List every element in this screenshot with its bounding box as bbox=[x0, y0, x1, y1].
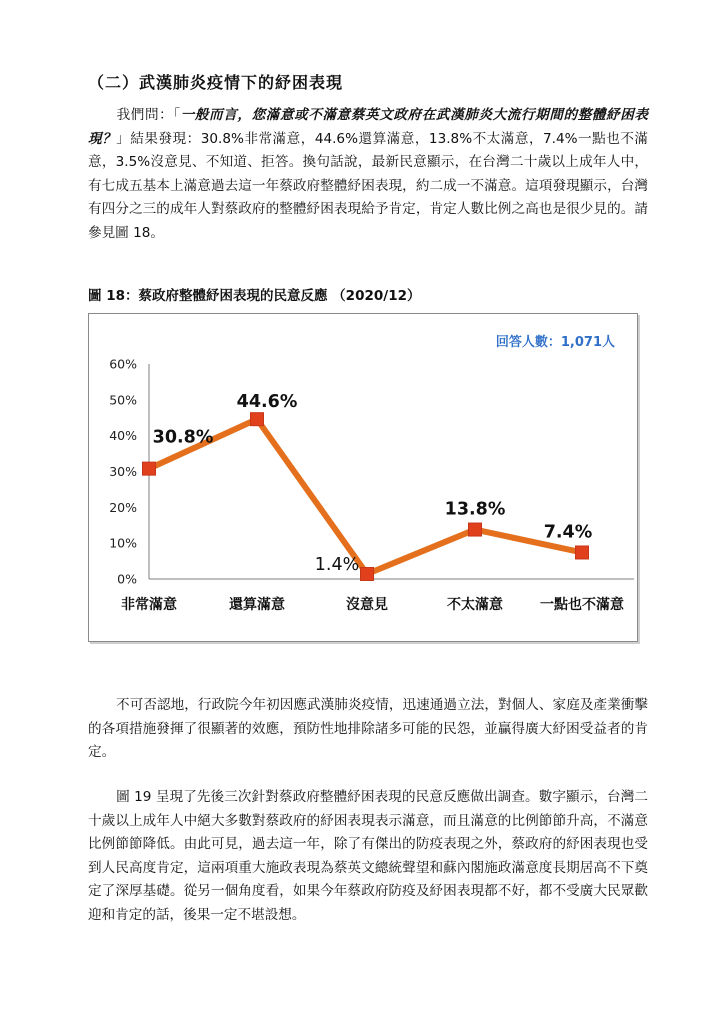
data-value-label: 44.6% bbox=[236, 392, 298, 413]
y-tick-label: 0% bbox=[117, 571, 137, 587]
y-tick-label: 50% bbox=[109, 392, 137, 408]
chart-frame bbox=[88, 313, 638, 642]
y-tick-label: 20% bbox=[109, 499, 137, 515]
y-tick-label: 60% bbox=[109, 356, 137, 372]
paragraph-figure19-discussion bbox=[88, 786, 648, 927]
x-category-label: 沒意見 bbox=[346, 597, 388, 613]
series-line bbox=[149, 419, 582, 574]
survey-result-text: 」結果發現：30.8%非常滿意，44.6%還算滿意，13.8%不太滿意，7.4%一點也不滿意，3.5%沒意見、不知道、拒答。換句話說，最新民意顯示，在台灣二十歲以上成年人中，有七成五基本上滿意過去這一年蔡政府整體紓困表現，約二成一不滿意。這項發現顯示，台灣有四分之三的成年人對蔡政府的整體紓困表現給予肯定，肯定人數比例之高也是很少見的。請參見圖 18。 bbox=[88, 130, 649, 241]
x-category-label: 非常滿意 bbox=[121, 597, 177, 613]
y-tick-label: 40% bbox=[109, 428, 137, 444]
data-value-label: 1.4% bbox=[314, 554, 360, 575]
question-intro: 我們問：「 bbox=[116, 107, 181, 123]
data-value-label: 7.4% bbox=[543, 522, 593, 543]
data-point-marker bbox=[576, 546, 589, 559]
respondent-count: 回答人數：1,071人 bbox=[495, 335, 615, 350]
figure-caption: 圖 18：蔡政府整體紓困表現的民意反應 （2020/12） bbox=[88, 288, 421, 304]
paragraph-relief-measures bbox=[88, 694, 648, 765]
y-tick-label: 10% bbox=[109, 535, 137, 551]
y-tick-label: 30% bbox=[109, 464, 137, 479]
data-point-marker bbox=[469, 523, 482, 536]
x-category-label: 一點也不滿意 bbox=[540, 597, 624, 613]
data-point-marker bbox=[251, 413, 264, 426]
data-value-label: 13.8% bbox=[444, 499, 506, 520]
line-chart bbox=[89, 314, 637, 641]
survey-question: 一般而言，您滿意或不滿意蔡英文政府在武漢肺炎大流行期間的整體紓困表現？ bbox=[88, 107, 649, 147]
section-heading: （二）武漢肺炎疫情下的紓困表現 bbox=[88, 73, 344, 92]
figure19-discussion-text: 圖 19 呈現了先後三次針對蔡政府整體紓困表現的民意反應做出調查。數字顯示，台灣二十歲以上成年人中絕大多數對蔡政府的紓困表現表示滿意，而且滿意的比例節節升高，不滿意比例節節降低。由此可見，過去這一年，除了有傑出的防疫表現之外，蔡政府的紓困表現也受到人民高度肯定，這兩項重大施政表現為蔡英文總統聲望和蘇內閣施政滿意度長期居高不下奠定了深厚基礎。從另一個角度看，如果今年蔡政府防疫及紓困表現都不好，都不受廣大民眾歡迎和肯定的話，後果一定不堪設想。 bbox=[88, 789, 648, 923]
x-category-label: 還算滿意 bbox=[229, 597, 285, 613]
data-point-marker bbox=[361, 567, 374, 580]
x-category-label: 不太滿意 bbox=[447, 597, 503, 613]
relief-measures-text: 不可否認地，行政院今年初因應武漢肺炎疫情，迅速通過立法，對個人、家庭及產業衝擊的各項措施發揮了很顯著的效應，預防性地排除諸多可能的民怨，並贏得廣大紓困受益者的肯定。 bbox=[88, 697, 648, 760]
paragraph-survey-result bbox=[88, 104, 648, 245]
data-value-label: 30.8% bbox=[152, 427, 214, 448]
data-point-marker bbox=[143, 462, 156, 475]
